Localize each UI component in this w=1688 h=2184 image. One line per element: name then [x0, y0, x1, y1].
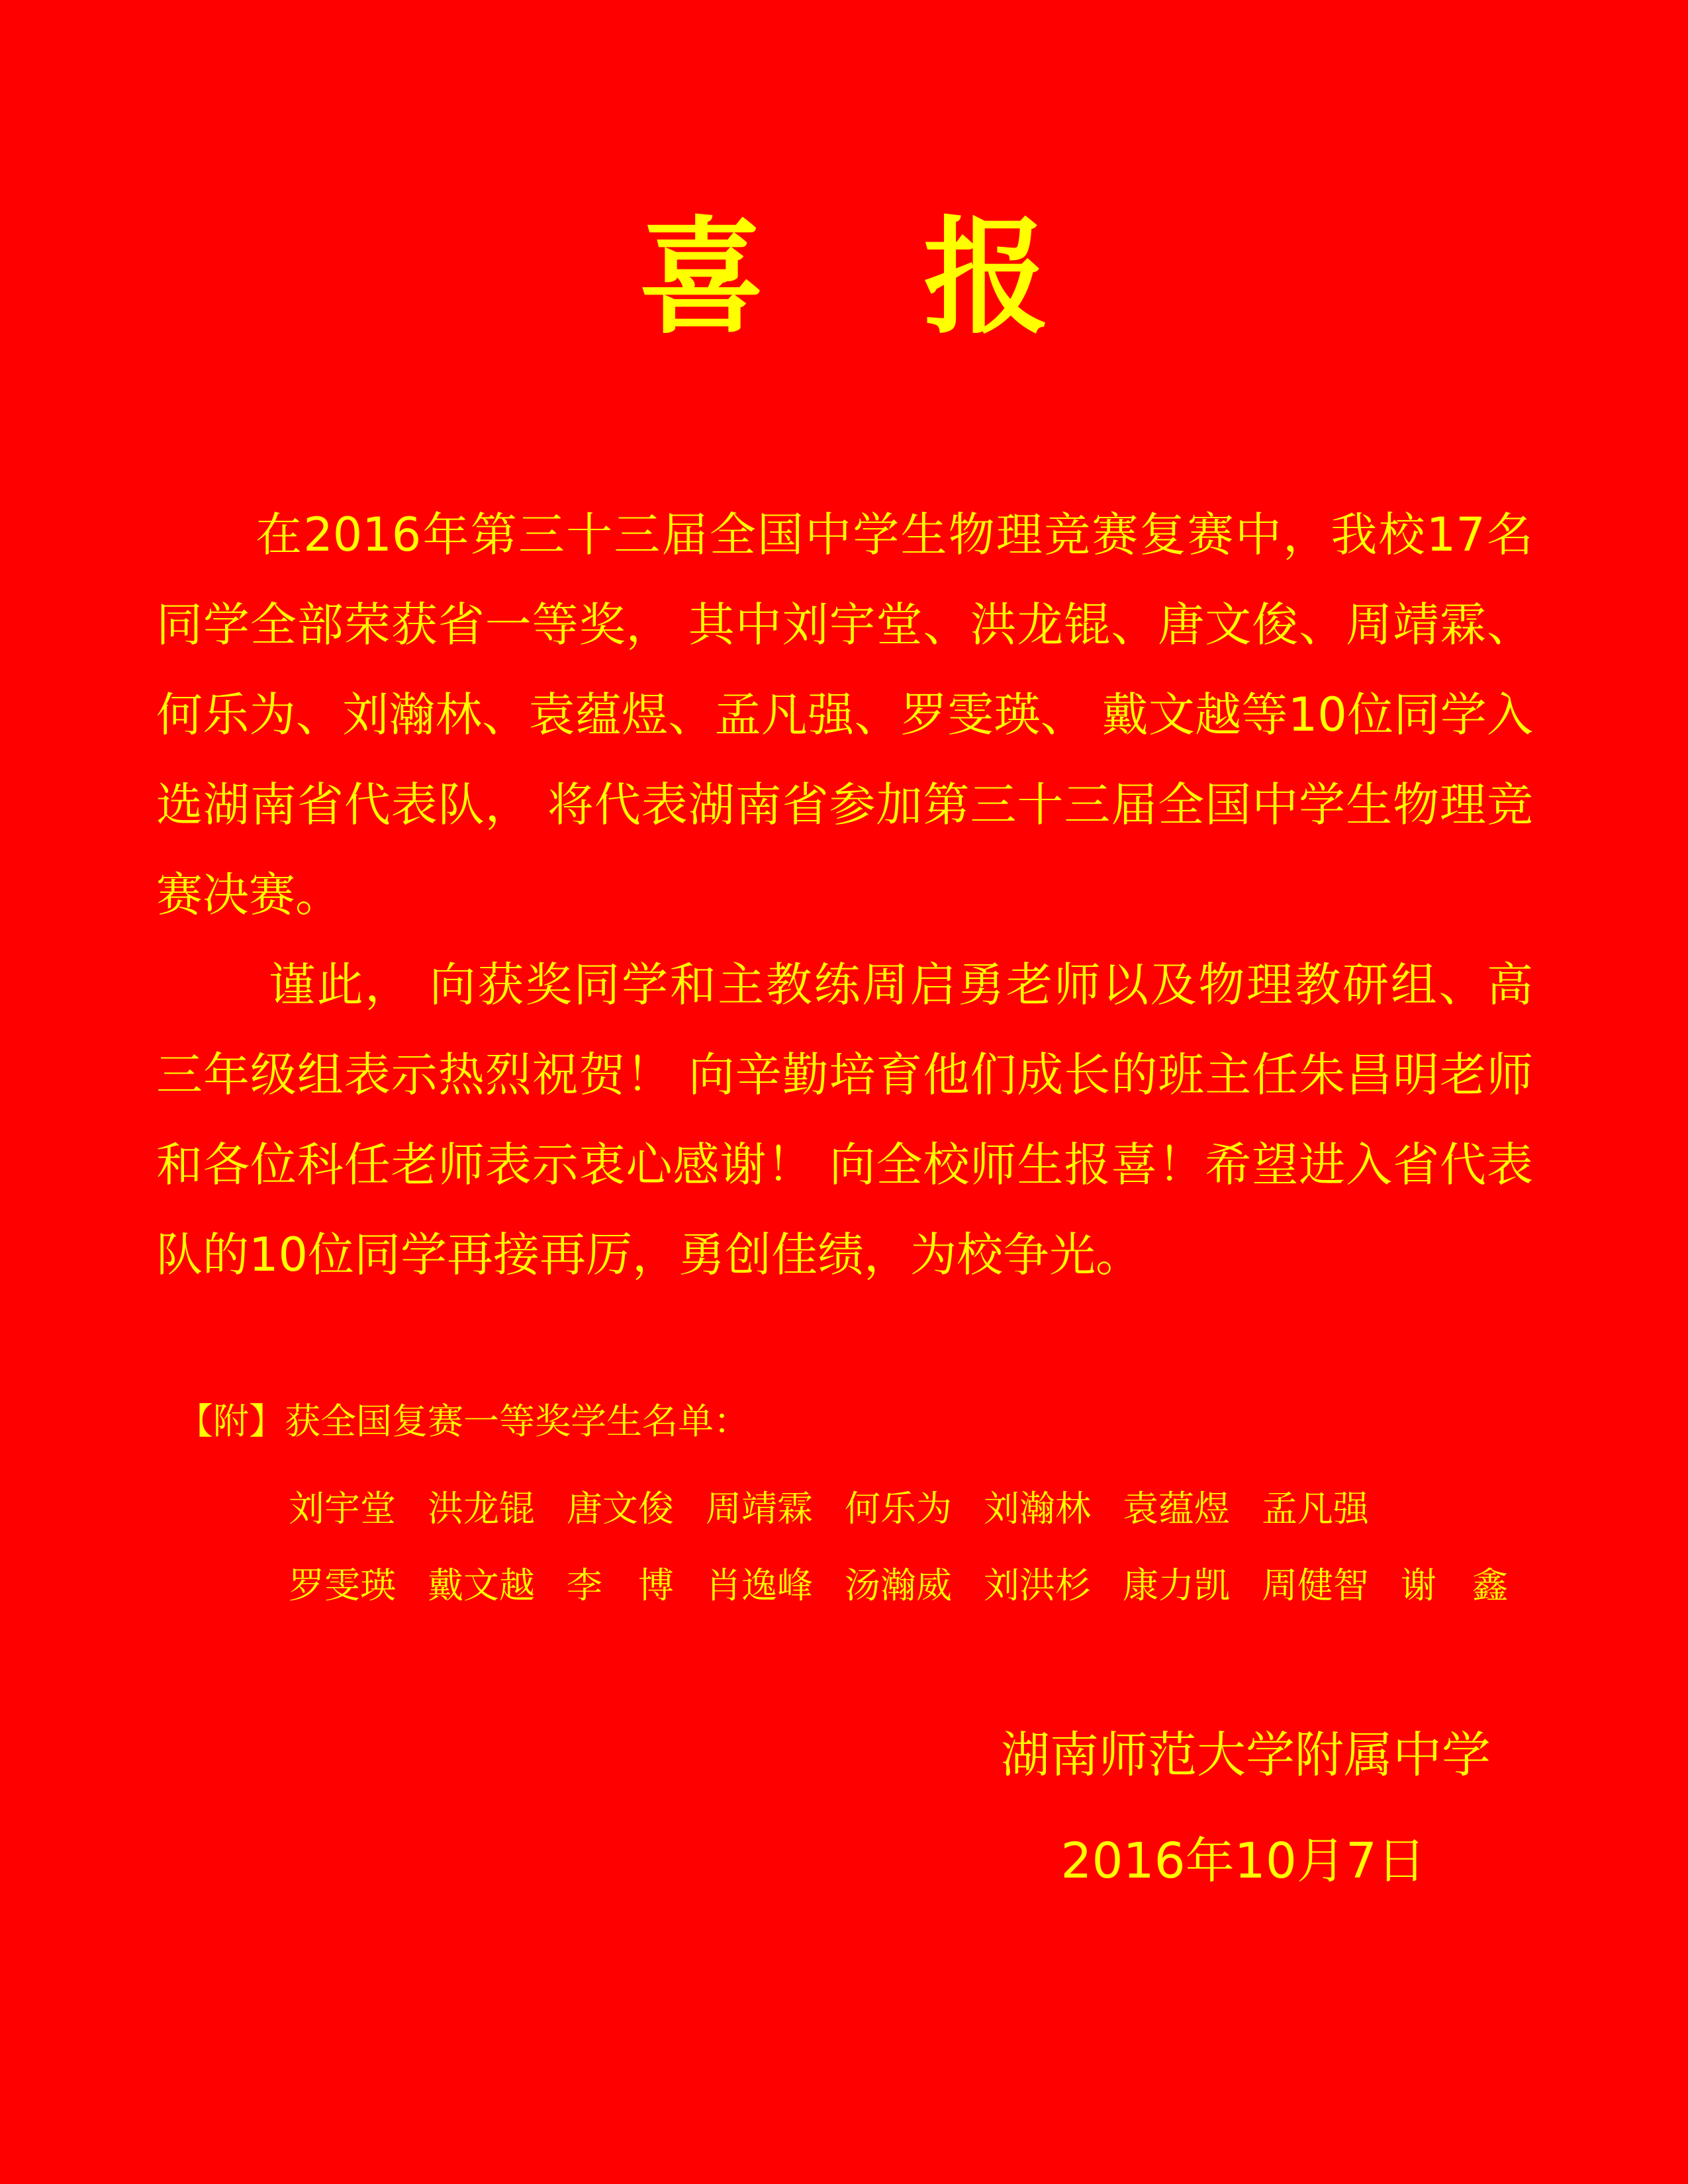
signature-date: 2016年10月7日 — [1060, 1833, 1426, 1889]
student-name: 戴文越 — [428, 1565, 535, 1606]
student-name: 康力凯 — [1123, 1565, 1230, 1606]
student-name: 李 博 — [567, 1565, 674, 1606]
student-name: 肖逸峰 — [706, 1565, 813, 1606]
student-name: 刘洪杉 — [984, 1565, 1091, 1606]
student-name: 洪龙锟 — [428, 1488, 535, 1529]
title-char-1: 喜 — [638, 205, 765, 351]
body-paragraph-2: 谨此， 向获奖同学和主教练周启勇老师以及物理教研组、高三年级组表示热烈祝贺！ 向辛勤培育他们成长的班主任朱昌明老师和各位科任老师表示衷心感谢！ 向全校师生报喜！希望进入省代表队的10位同学再接再厉，勇创佳绩，为校争光。 — [156, 958, 1533, 1282]
student-name: 周健智 — [1262, 1565, 1369, 1606]
student-name: 周靖霖 — [706, 1488, 813, 1529]
name-list-row-2 — [289, 1559, 1586, 1612]
announcement-body — [156, 490, 1533, 1300]
student-name: 刘宇堂 — [289, 1488, 396, 1529]
announcement-title — [0, 199, 1688, 357]
name-list-row-1 — [289, 1482, 1586, 1535]
appendix-title: 【附】获全国复赛一等奖学生名单： — [177, 1400, 749, 1442]
student-name: 何乐为 — [845, 1488, 952, 1529]
title-char-2: 报 — [923, 205, 1050, 351]
student-name: 谢 鑫 — [1401, 1565, 1508, 1606]
student-name: 刘瀚林 — [984, 1488, 1091, 1529]
body-paragraph-1: 在2016年第三十三届全国中学生物理竞赛复赛中，我校17名同学全部荣获省一等奖， 其中刘宇堂、洪龙锟、唐文俊、周靖霖、何乐为、刘瀚林、袁蕴煜、孟凡强、罗雯瑛、 戴文越等10位同学入选湖南省代表队， 将代表湖南省参加第三十三届全国中学生物理竞赛决赛。 — [156, 508, 1533, 922]
student-name: 唐文俊 — [567, 1488, 674, 1529]
student-name: 孟凡强 — [1262, 1488, 1369, 1529]
signature-school: 湖南师范大学附属中学 — [1001, 1727, 1491, 1784]
student-name: 袁蕴煜 — [1123, 1488, 1230, 1529]
student-name: 罗雯瑛 — [289, 1565, 396, 1606]
student-name: 汤瀚威 — [845, 1565, 952, 1606]
